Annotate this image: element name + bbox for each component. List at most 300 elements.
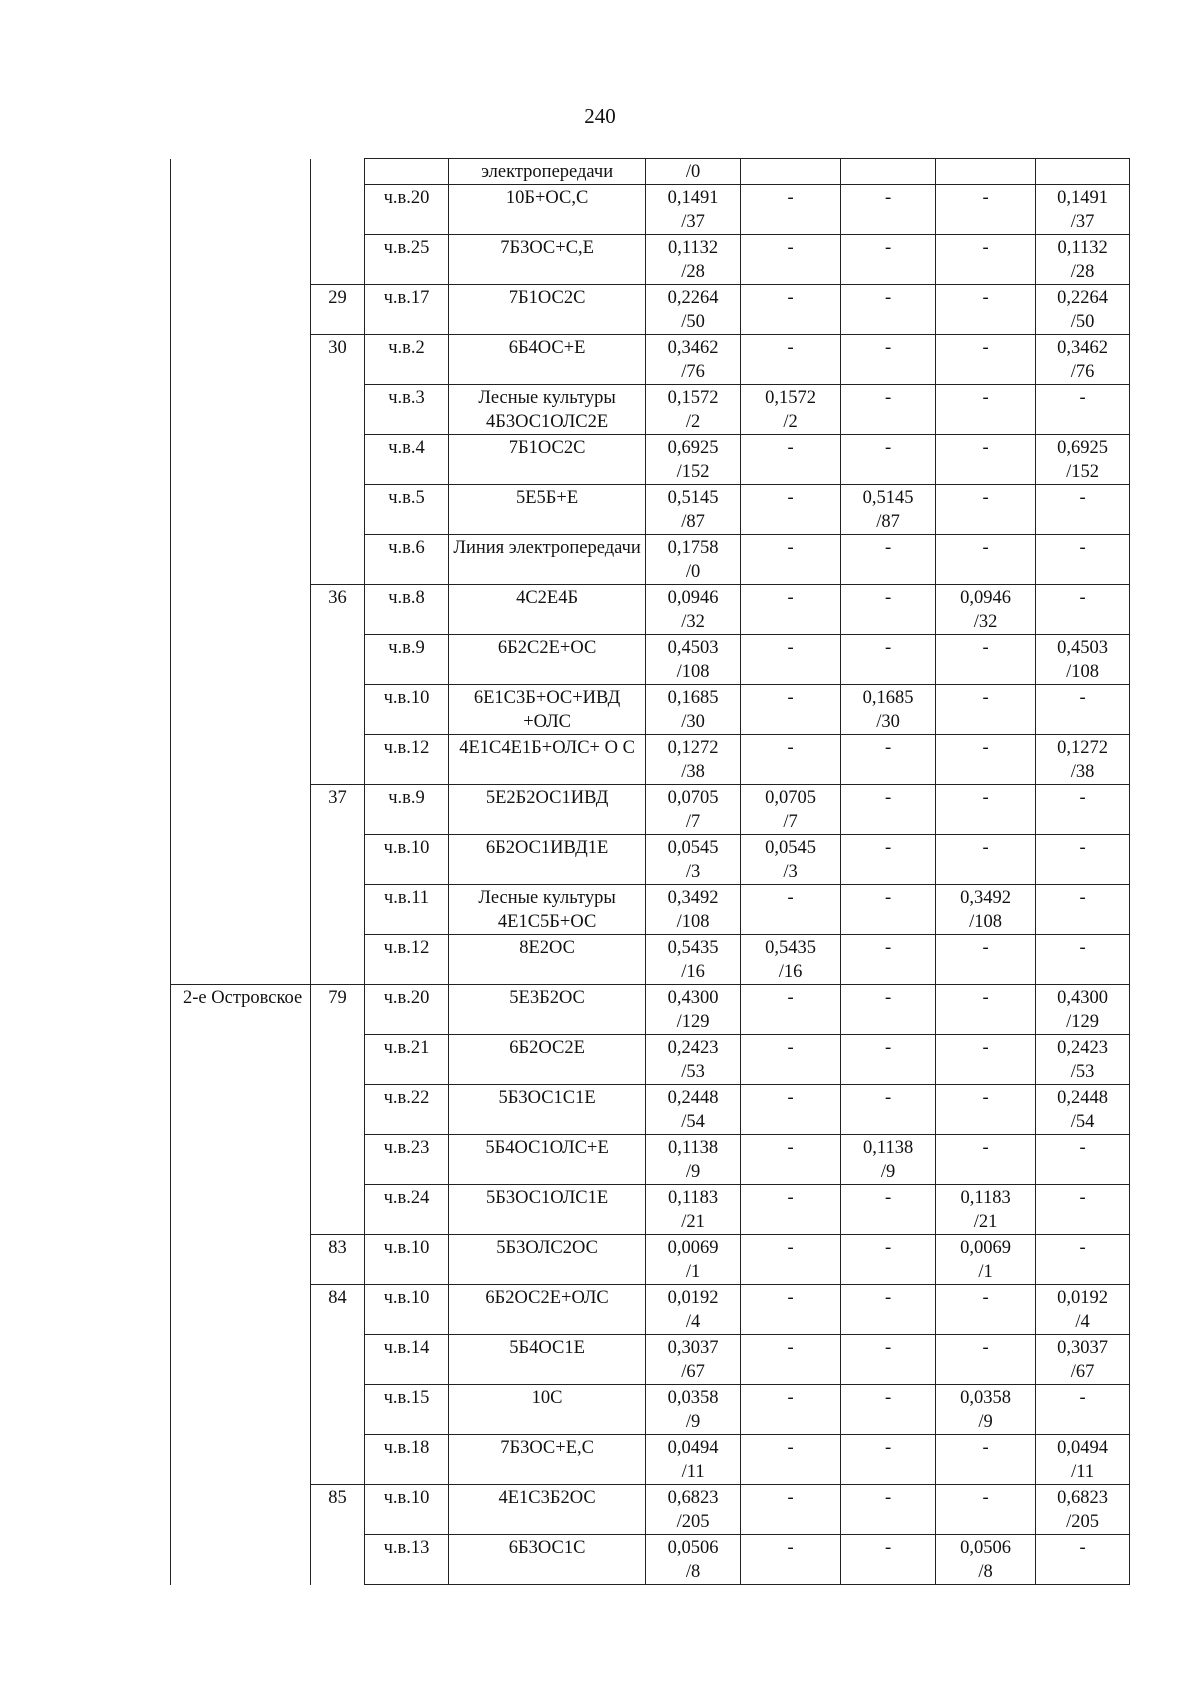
section-cell: ч.в.11 xyxy=(364,885,448,935)
category-4-cell-value: 0,4300 xyxy=(1057,988,1109,1008)
category-3-cell: - xyxy=(936,385,1036,435)
area-cell-value: 0,2448 xyxy=(667,1088,719,1108)
composition-cell: 5Е2Б2ОС1ИВД xyxy=(449,785,646,835)
area-cell-value: 0,1758 xyxy=(667,538,719,558)
category-1-cell xyxy=(741,785,841,835)
category-2-cell-count: /9 xyxy=(880,1162,896,1182)
category-4-cell: - xyxy=(1036,1185,1130,1235)
area-cell-value: 0,5145 xyxy=(667,488,719,508)
category-4-cell: - xyxy=(1036,535,1130,585)
area-cell xyxy=(646,435,741,485)
composition-cell: 7Б3ОС+С,Е xyxy=(449,235,646,285)
area-cell-count: /32 xyxy=(681,612,705,632)
category-4-cell: - xyxy=(1036,1535,1130,1585)
category-2-cell: - xyxy=(841,1385,936,1435)
kv-cell xyxy=(311,635,365,685)
category-3-cell xyxy=(936,1535,1036,1585)
category-1-cell: - xyxy=(741,1085,841,1135)
section-cell: ч.в.25 xyxy=(364,235,448,285)
composition-cell: 6Б2ОС1ИВД1Е xyxy=(449,835,646,885)
category-2-cell: - xyxy=(841,1285,936,1335)
forest-cell xyxy=(171,935,311,985)
category-1-cell-value: 0,5435 xyxy=(765,938,817,958)
composition-cell: 5Б3ОЛС2ОС xyxy=(449,1235,646,1285)
category-2-cell: - xyxy=(841,185,936,235)
kv-cell xyxy=(311,185,365,235)
category-1-cell: - xyxy=(741,535,841,585)
category-2-cell-value: 0,1685 xyxy=(862,688,914,708)
composition-cell: Линия электропередачи xyxy=(449,535,646,585)
category-2-cell-value: 0,1138 xyxy=(863,1138,914,1158)
table-row xyxy=(171,185,1130,235)
category-2-cell: - xyxy=(841,735,936,785)
forest-cell xyxy=(171,1385,311,1435)
category-1-cell xyxy=(741,385,841,435)
composition-cell: Лесные культуры 4Е1С5Б+ОС xyxy=(449,885,646,935)
area-cell-value: 0,1183 xyxy=(667,1188,719,1208)
table-row xyxy=(171,635,1130,685)
category-3-cell: - xyxy=(936,785,1036,835)
table-row xyxy=(171,1385,1130,1435)
area-cell xyxy=(646,885,741,935)
area-cell-count: /152 xyxy=(676,462,710,482)
category-2-cell: - xyxy=(841,585,936,635)
section-cell: ч.в.10 xyxy=(364,1285,448,1335)
table-row xyxy=(171,1535,1130,1585)
category-3-cell xyxy=(936,1235,1036,1285)
forest-cell xyxy=(171,1035,311,1085)
category-4-cell-count: /152 xyxy=(1066,462,1100,482)
forest-cell xyxy=(171,1185,311,1235)
category-2-cell: - xyxy=(841,1235,936,1285)
composition-cell: 10Б+ОС,С xyxy=(449,185,646,235)
category-3-cell: - xyxy=(936,235,1036,285)
section-cell: ч.в.9 xyxy=(364,635,448,685)
category-1-cell xyxy=(741,159,841,185)
category-4-cell-value: 0,3462 xyxy=(1057,338,1109,358)
area-cell-count: /53 xyxy=(681,1062,705,1082)
category-2-cell: - xyxy=(841,285,936,335)
area-cell-count: /9 xyxy=(685,1162,701,1182)
section-cell: ч.в.6 xyxy=(364,535,448,585)
category-4-cell-count: /108 xyxy=(1066,662,1100,682)
forest-cell xyxy=(171,1435,311,1485)
area-cell-value: 0,0069 xyxy=(667,1238,719,1258)
area-cell-count: /87 xyxy=(681,512,705,532)
category-4-cell: - xyxy=(1036,835,1130,885)
table-row xyxy=(171,885,1130,935)
area-cell xyxy=(646,1535,741,1585)
forest-cell xyxy=(171,385,311,435)
forest-table-wrapper xyxy=(170,158,1130,1585)
category-2-cell: - xyxy=(841,885,936,935)
area-cell xyxy=(646,185,741,235)
category-3-cell: - xyxy=(936,1085,1036,1135)
category-2-cell: - xyxy=(841,835,936,885)
category-1-cell-count: /16 xyxy=(778,962,803,982)
area-cell xyxy=(646,685,741,735)
category-1-cell: - xyxy=(741,285,841,335)
category-3-cell-count: /21 xyxy=(973,1212,998,1232)
section-cell: ч.в.9 xyxy=(364,785,448,835)
area-cell-value: 0,1685 xyxy=(667,688,719,708)
category-3-cell-count: /1 xyxy=(978,1262,993,1282)
category-4-cell xyxy=(1036,159,1130,185)
area-cell-value: 0,2423 xyxy=(667,1038,719,1058)
composition-cell: 5Б3ОС1ОЛС1Е xyxy=(449,1185,646,1235)
composition-cell: 6Б2ОС2Е xyxy=(449,1035,646,1085)
kv-cell xyxy=(311,435,365,485)
composition-cell: 7Б1ОС2С xyxy=(449,285,646,335)
category-2-cell-count: /30 xyxy=(876,712,900,732)
kv-cell xyxy=(311,1185,365,1235)
section-cell: ч.в.12 xyxy=(364,735,448,785)
area-cell xyxy=(646,385,741,435)
section-cell xyxy=(364,159,448,185)
kv-cell: 84 xyxy=(311,1285,365,1335)
category-3-cell: - xyxy=(936,685,1036,735)
composition-cell: Лесные культуры 4Б3ОС1ОЛС2Е xyxy=(449,385,646,435)
category-4-cell-value: 0,2423 xyxy=(1057,1038,1109,1058)
category-2-cell-count: /87 xyxy=(876,512,900,532)
section-cell: ч.в.10 xyxy=(364,835,448,885)
area-cell-value: 0,4503 xyxy=(667,638,719,658)
category-3-cell-value: 0,3492 xyxy=(960,888,1012,908)
category-3-cell: - xyxy=(936,1135,1036,1185)
section-cell: ч.в.18 xyxy=(364,1435,448,1485)
forest-cell: 2-е Островское xyxy=(171,985,311,1035)
category-3-cell: - xyxy=(936,285,1036,335)
category-4-cell-value: 0,3037 xyxy=(1057,1338,1109,1358)
category-2-cell: - xyxy=(841,1035,936,1085)
area-cell-value: 0,3037 xyxy=(667,1338,719,1358)
area-cell-value: 0,1491 xyxy=(667,188,719,208)
composition-cell: 6Б2ОС2Е+ОЛС xyxy=(449,1285,646,1335)
category-4-cell: - xyxy=(1036,485,1130,535)
category-3-cell-value: 0,0946 xyxy=(960,588,1012,608)
area-cell xyxy=(646,1185,741,1235)
forest-cell xyxy=(171,159,311,185)
composition-cell: 4С2Е4Б xyxy=(449,585,646,635)
category-3-cell-count: /9 xyxy=(978,1412,993,1432)
category-1-cell: - xyxy=(741,1135,841,1185)
forest-cell xyxy=(171,285,311,335)
category-1-cell: - xyxy=(741,585,841,635)
category-1-cell: - xyxy=(741,1435,841,1485)
forest-cell xyxy=(171,1085,311,1135)
category-4-cell-value: 0,0192 xyxy=(1057,1288,1109,1308)
category-4-cell-value: 0,2264 xyxy=(1057,288,1109,308)
section-cell: ч.в.20 xyxy=(364,185,448,235)
category-1-cell: - xyxy=(741,635,841,685)
page-number: 240 xyxy=(584,104,616,128)
section-cell: ч.в.4 xyxy=(364,435,448,485)
category-4-cell-value: 0,4503 xyxy=(1057,638,1109,658)
category-4-cell xyxy=(1036,1485,1130,1535)
kv-cell xyxy=(311,535,365,585)
kv-cell xyxy=(311,685,365,735)
composition-cell: 6Е1С3Б+ОС+ИВД +ОЛС xyxy=(449,685,646,735)
section-cell: ч.в.17 xyxy=(364,285,448,335)
forest-cell xyxy=(171,1535,311,1585)
category-4-cell: - xyxy=(1036,885,1130,935)
category-1-cell: - xyxy=(741,1185,841,1235)
area-cell-count: /16 xyxy=(681,962,705,982)
area-cell-value: 0,0545 xyxy=(667,838,719,858)
section-cell: ч.в.10 xyxy=(364,685,448,735)
category-1-cell: - xyxy=(741,1285,841,1335)
composition-cell: 6Б3ОС1С xyxy=(449,1535,646,1585)
area-cell xyxy=(646,835,741,885)
forest-cell xyxy=(171,1285,311,1335)
table-row xyxy=(171,1035,1130,1085)
area-cell xyxy=(646,335,741,385)
category-1-cell: - xyxy=(741,335,841,385)
area-cell xyxy=(646,585,741,635)
table-row xyxy=(171,835,1130,885)
category-3-cell: - xyxy=(936,535,1036,585)
area-cell-value: 0,0506 xyxy=(667,1538,719,1558)
category-4-cell-value: 0,1272 xyxy=(1057,738,1109,758)
category-3-cell: - xyxy=(936,1035,1036,1085)
table-row xyxy=(171,485,1130,535)
area-cell-count: /76 xyxy=(681,362,705,382)
category-3-cell-value: 0,0358 xyxy=(960,1388,1012,1408)
area-cell-value: 0,0192 xyxy=(667,1288,719,1308)
category-1-cell: - xyxy=(741,985,841,1035)
forest-table xyxy=(170,158,1130,1585)
composition-cell: 7Б3ОС+Е,С xyxy=(449,1435,646,1485)
category-4-cell: - xyxy=(1036,585,1130,635)
category-4-cell-value: 0,0494 xyxy=(1057,1438,1109,1458)
forest-cell xyxy=(171,1485,311,1535)
section-cell: ч.в.12 xyxy=(364,935,448,985)
category-1-cell: - xyxy=(741,1485,841,1535)
area-cell-count: /50 xyxy=(681,312,705,332)
category-2-cell: - xyxy=(841,985,936,1035)
area-cell-count: /2 xyxy=(685,412,701,432)
section-cell: ч.в.2 xyxy=(364,335,448,385)
category-3-cell-count: /108 xyxy=(969,912,1003,932)
area-cell-value: 0,0494 xyxy=(667,1438,719,1458)
composition-cell: 10С xyxy=(449,1385,646,1435)
area-cell xyxy=(646,1035,741,1085)
category-3-cell xyxy=(936,1185,1036,1235)
kv-cell: 83 xyxy=(311,1235,365,1285)
category-2-cell: - xyxy=(841,785,936,835)
category-4-cell xyxy=(1036,285,1130,335)
area-cell xyxy=(646,735,741,785)
section-cell: ч.в.21 xyxy=(364,1035,448,1085)
category-4-cell-count: /53 xyxy=(1070,1062,1095,1082)
table-row xyxy=(171,735,1130,785)
category-4-cell: - xyxy=(1036,1135,1130,1185)
category-3-cell xyxy=(936,585,1036,635)
category-2-cell: - xyxy=(841,1535,936,1585)
category-1-cell: - xyxy=(741,1535,841,1585)
area-cell-value: 0,5435 xyxy=(667,938,719,958)
category-4-cell: - xyxy=(1036,935,1130,985)
table-row xyxy=(171,1485,1130,1535)
category-2-cell: - xyxy=(841,435,936,485)
category-1-cell-count: /7 xyxy=(783,812,798,832)
category-2-cell xyxy=(841,485,936,535)
forest-cell xyxy=(171,435,311,485)
area-cell xyxy=(646,1285,741,1335)
category-3-cell: - xyxy=(936,635,1036,685)
category-4-cell xyxy=(1036,185,1130,235)
area-cell-count: /67 xyxy=(681,1362,705,1382)
section-cell: ч.в.23 xyxy=(364,1135,448,1185)
kv-cell: 30 xyxy=(311,335,365,385)
forest-cell xyxy=(171,185,311,235)
area-cell-count: /30 xyxy=(681,712,705,732)
category-4-cell-value: 0,1491 xyxy=(1057,188,1109,208)
area-cell xyxy=(646,935,741,985)
category-2-cell: - xyxy=(841,935,936,985)
forest-cell xyxy=(171,885,311,935)
area-cell-value: 0,3492 xyxy=(667,888,719,908)
area-cell xyxy=(646,785,741,835)
table-row xyxy=(171,985,1130,1035)
category-2-cell: - xyxy=(841,1185,936,1235)
kv-cell xyxy=(311,385,365,435)
category-4-cell xyxy=(1036,735,1130,785)
area-cell-value: 0,6925 xyxy=(667,438,719,458)
area-cell xyxy=(646,635,741,685)
area-cell-count: /28 xyxy=(681,262,705,282)
area-cell-count: /21 xyxy=(681,1212,705,1232)
composition-cell: 5Е5Б+Е xyxy=(449,485,646,535)
area-cell-count: /37 xyxy=(681,212,705,232)
category-1-cell: - xyxy=(741,1035,841,1085)
forest-cell xyxy=(171,735,311,785)
table-row xyxy=(171,1135,1130,1185)
category-1-cell: - xyxy=(741,1385,841,1435)
category-1-cell: - xyxy=(741,185,841,235)
kv-cell xyxy=(311,885,365,935)
area-cell-count: /38 xyxy=(681,762,705,782)
kv-cell: 29 xyxy=(311,285,365,335)
forest-cell xyxy=(171,485,311,535)
area-cell-value: 0,3462 xyxy=(667,338,719,358)
category-1-cell-count: /2 xyxy=(783,412,798,432)
category-4-cell xyxy=(1036,335,1130,385)
table-row xyxy=(171,685,1130,735)
category-1-cell-count: /3 xyxy=(783,862,798,882)
forest-cell xyxy=(171,585,311,635)
table-row xyxy=(171,1185,1130,1235)
category-4-cell-count: /11 xyxy=(1071,1462,1095,1482)
area-cell xyxy=(646,1485,741,1535)
category-4-cell-value: 0,2448 xyxy=(1057,1088,1109,1108)
category-4-cell-count: /54 xyxy=(1070,1112,1095,1132)
table-row xyxy=(171,335,1130,385)
kv-cell xyxy=(311,1085,365,1135)
category-4-cell: - xyxy=(1036,385,1130,435)
kv-cell: 79 xyxy=(311,985,365,1035)
table-row xyxy=(171,159,1130,185)
kv-cell xyxy=(311,1135,365,1185)
category-4-cell-count: /205 xyxy=(1066,1512,1100,1532)
category-4-cell-count: /28 xyxy=(1070,262,1095,282)
category-1-cell: - xyxy=(741,885,841,935)
table-row xyxy=(171,535,1130,585)
area-cell-count: /108 xyxy=(676,662,710,682)
area-cell xyxy=(646,485,741,535)
category-1-cell-value: 0,1572 xyxy=(765,388,817,408)
composition-cell: 7Б1ОС2С xyxy=(449,435,646,485)
category-1-cell: - xyxy=(741,1235,841,1285)
category-2-cell-value: 0,5145 xyxy=(862,488,914,508)
area-cell-count: /54 xyxy=(681,1112,705,1132)
category-4-cell xyxy=(1036,985,1130,1035)
category-4-cell-count: /76 xyxy=(1070,362,1095,382)
composition-cell: 4Е1С4Е1Б+ОЛС+ О С xyxy=(449,735,646,785)
area-cell-count: /4 xyxy=(685,1312,701,1332)
category-3-cell xyxy=(936,159,1036,185)
table-row xyxy=(171,1435,1130,1485)
category-4-cell xyxy=(1036,1035,1130,1085)
kv-cell xyxy=(311,1035,365,1085)
category-4-cell-value: 0,1132 xyxy=(1057,238,1108,258)
category-3-cell-count: /8 xyxy=(978,1562,993,1582)
category-4-cell xyxy=(1036,1085,1130,1135)
area-cell xyxy=(646,1435,741,1485)
table-row xyxy=(171,1285,1130,1335)
section-cell: ч.в.14 xyxy=(364,1335,448,1385)
table-row xyxy=(171,1335,1130,1385)
area-cell xyxy=(646,1235,741,1285)
category-3-cell: - xyxy=(936,185,1036,235)
area-cell xyxy=(646,985,741,1035)
category-4-cell-count: /4 xyxy=(1075,1312,1090,1332)
category-2-cell xyxy=(841,685,936,735)
kv-cell xyxy=(311,485,365,535)
category-3-cell: - xyxy=(936,435,1036,485)
category-1-cell: - xyxy=(741,735,841,785)
area-cell-value: 0,0946 xyxy=(667,588,719,608)
section-cell: ч.в.15 xyxy=(364,1385,448,1435)
section-cell: ч.в.5 xyxy=(364,485,448,535)
area-cell-count: /3 xyxy=(685,862,701,882)
forest-cell xyxy=(171,1235,311,1285)
forest-cell xyxy=(171,1135,311,1185)
category-3-cell-count: /32 xyxy=(973,612,998,632)
category-4-cell xyxy=(1036,1285,1130,1335)
area-cell-count: /1 xyxy=(685,1262,701,1282)
category-2-cell: - xyxy=(841,1085,936,1135)
forest-cell xyxy=(171,535,311,585)
area-cell-count: /9 xyxy=(685,1412,701,1432)
category-4-cell-count: /67 xyxy=(1070,1362,1095,1382)
category-4-cell-value: 0,6925 xyxy=(1057,438,1109,458)
composition-cell: 5Б3ОС1С1Е xyxy=(449,1085,646,1135)
category-1-cell: - xyxy=(741,435,841,485)
category-3-cell: - xyxy=(936,1435,1036,1485)
category-3-cell-value: 0,0069 xyxy=(960,1238,1012,1258)
kv-cell xyxy=(311,835,365,885)
area-cell-value: 0,2264 xyxy=(667,288,719,308)
category-4-cell-value: 0,6823 xyxy=(1057,1488,1109,1508)
category-1-cell: - xyxy=(741,685,841,735)
table-row xyxy=(171,585,1130,635)
kv-cell xyxy=(311,1535,365,1585)
kv-cell xyxy=(311,735,365,785)
category-1-cell xyxy=(741,935,841,985)
section-cell: ч.в.10 xyxy=(364,1235,448,1285)
category-4-cell: - xyxy=(1036,685,1130,735)
